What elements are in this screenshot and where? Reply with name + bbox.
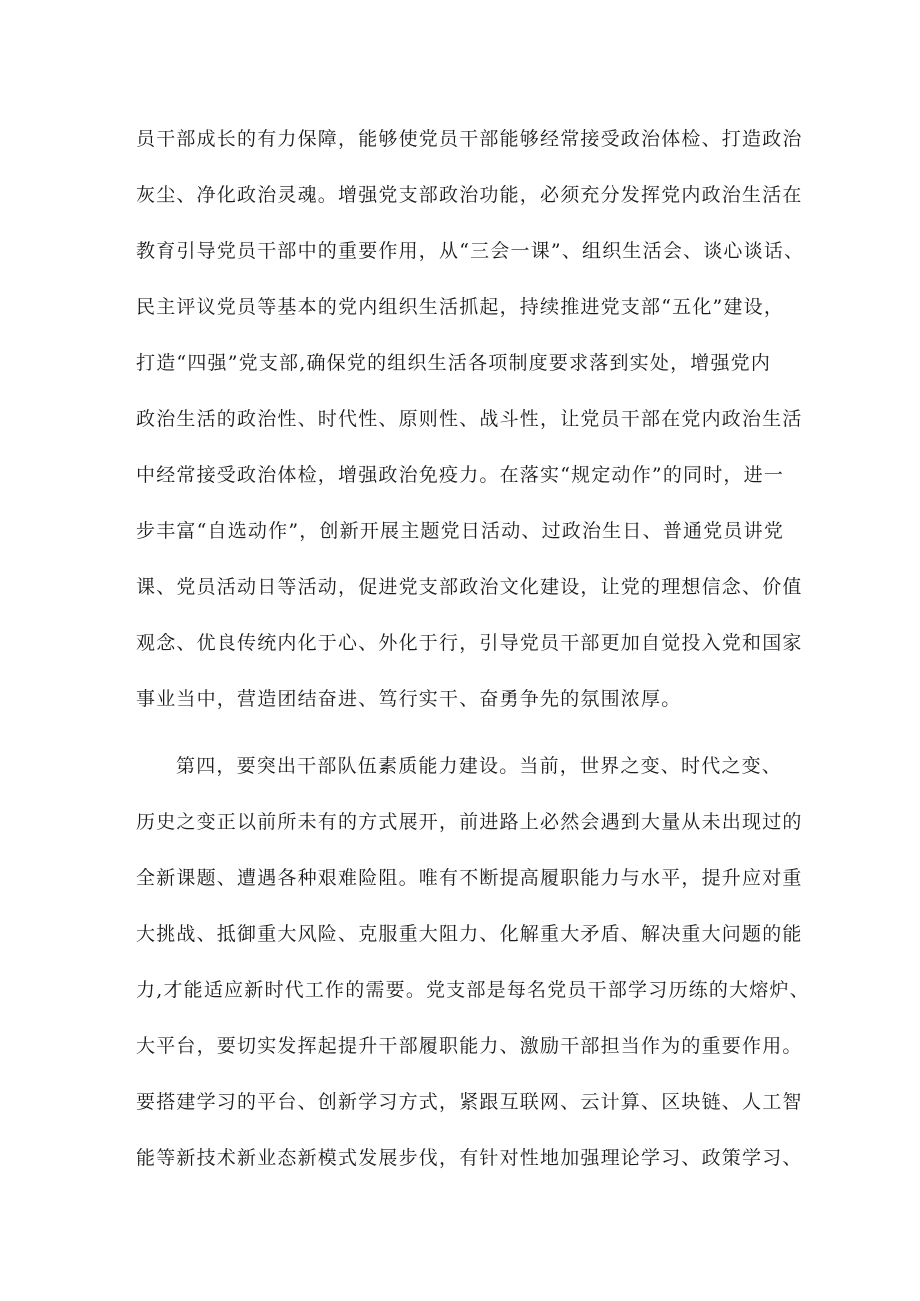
text-line: 大平台，要切实发挥起提升干部履职能力、激励干部担当作为的重要作用。 — [136, 1035, 803, 1057]
text-line: 教育引导党员干部中的重要作用，从“三会一课”、组织生活会、谈心谈话、 — [136, 240, 805, 262]
text-line: 民主评议党员等基本的党内组织生活抓起，持续推进党支部“五化”建设， — [136, 296, 785, 318]
text-line: 中经常接受政治体检，增强政治免疫力。在落实“规定动作”的同时，进一 — [136, 464, 785, 486]
text-line: 课、党员活动日等活动，促进党支部政治文化建设，让党的理想信念、价值 — [136, 576, 803, 598]
text-line: 步丰富“自选动作”，创新开展主题党日活动、过政治生日、普通党员讲党 — [136, 520, 785, 542]
text-line: 事业当中，营造团结奋进、笃行实干、奋勇争先的氛围浓厚。 — [136, 688, 682, 710]
text-line: 要搭建学习的平台、创新学习方式，紧跟互联网、云计算、区块链、人工智 — [136, 1091, 803, 1113]
text-line: 第四，要突出干部队伍素质能力建设。当前，世界之变、时代之变、 — [176, 755, 783, 777]
text-line: 能等新技术新业态新模式发展步伐，有针对性地加强理论学习、政策学习、 — [136, 1147, 803, 1169]
text-line: 观念、优良传统内化于心、外化于行，引导党员干部更加自觉投入党和国家 — [136, 632, 803, 654]
text-line: 打造“四强”党支部,确保党的组织生活各项制度要求落到实处，增强党内 — [136, 352, 772, 374]
text-line: 全新课题、遭遇各种艰难险阻。唯有不断提高履职能力与水平，提升应对重 — [136, 867, 803, 889]
text-line: 历史之变正以前所未有的方式展开，前进路上必然会遇到大量从未出现过的 — [136, 811, 803, 833]
text-line: 政治生活的政治性、时代性、原则性、战斗性，让党员干部在党内政治生活 — [136, 408, 803, 430]
text-line: 大挑战、抵御重大风险、克服重大阻力、化解重大矛盾、解决重大问题的能 — [136, 923, 803, 945]
text-line: 员干部成长的有力保障，能够使党员干部能够经常接受政治体检、打造政治 — [136, 128, 803, 150]
text-line: 力,才能适应新时代工作的需要。党支部是每名党员干部学习历练的大熔炉、 — [136, 979, 810, 1001]
text-line: 灰尘、净化政治灵魂。增强党支部政治功能，必须充分发挥党内政治生活在 — [136, 184, 803, 206]
